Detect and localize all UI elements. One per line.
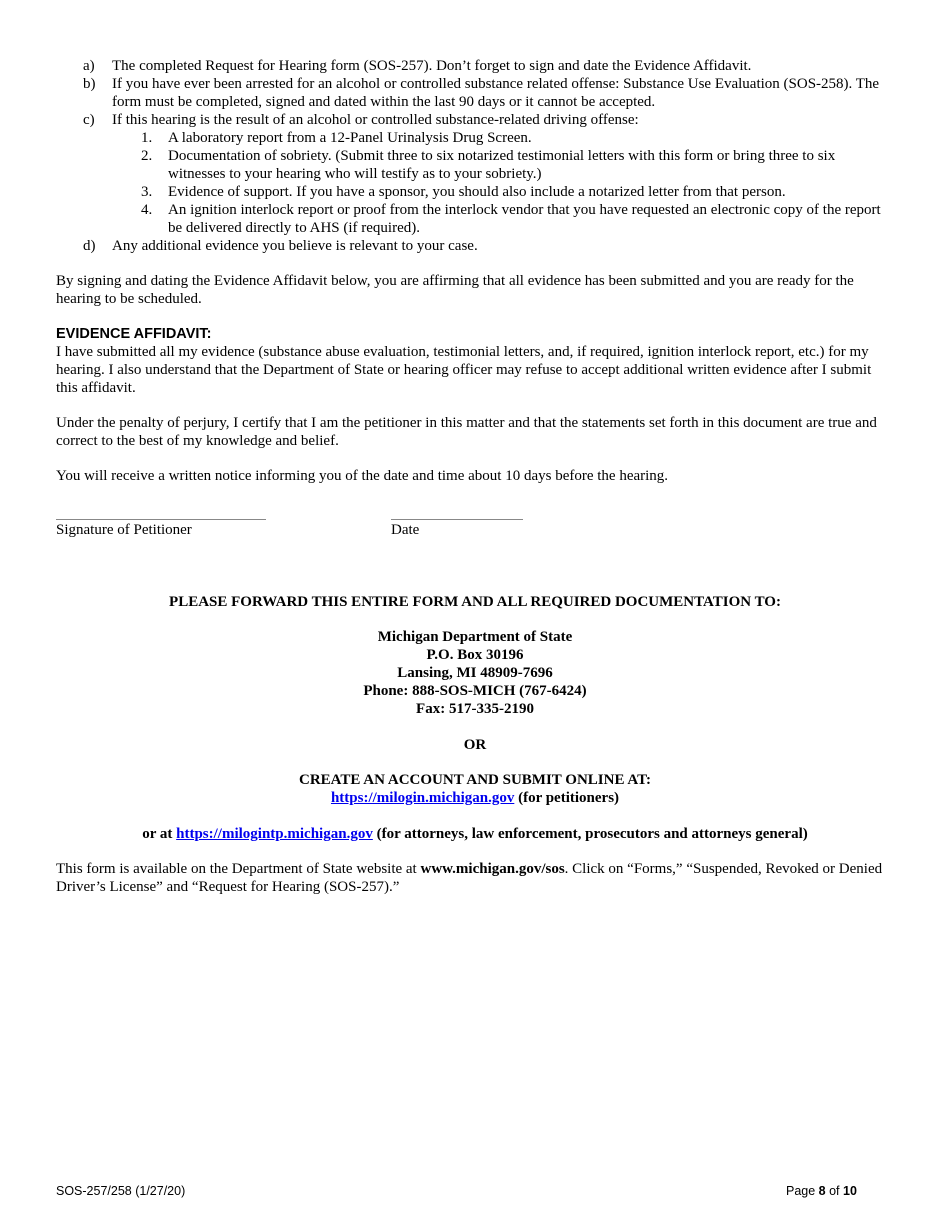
page-current: 8 <box>818 1184 826 1198</box>
address-line: Lansing, MI 48909-7696 <box>397 665 553 681</box>
list-item-text: If this hearing is the result of an alcohol or controlled substance-related driving offense: <box>112 112 639 128</box>
page-indicator <box>786 1182 857 1200</box>
phone-line: Phone: 888-SOS-MICH (767-6424) <box>363 683 587 699</box>
list-marker: a) <box>83 58 95 74</box>
perjury-statement: Under the penalty of perjury, I certify that I am the petitioner in this matter and that the statements set forth in this document are true and correct to the best of my knowledge and belief. <box>56 415 877 449</box>
form-id: SOS-257/258 (1/27/20) <box>56 1184 186 1198</box>
list-item <box>56 237 896 255</box>
website-text: www.michigan.gov/sos <box>420 861 565 877</box>
sub-list-item <box>112 129 896 147</box>
petitioner-signature-label: Signature of Petitioner <box>56 522 192 538</box>
sobriety-sub-list <box>112 129 896 237</box>
list-item <box>56 111 896 129</box>
list-marker: d) <box>83 238 96 254</box>
sub-list-marker: 4. <box>141 202 153 218</box>
availability-suffix: . Click on “Forms,” “Suspended, Revoked or Denied Driver’s License” and “Request for Hearing (SOS-257).” <box>56 861 883 895</box>
list-item-text: If you have ever been arrested for an alcohol or controlled substance related offense: Substance Use Evaluation (SOS-258). The form must be completed, signed and dated within the last 90 days or it cannot be accepted. <box>112 76 880 110</box>
alt-prefix: or at <box>142 826 177 842</box>
page-total: 10 <box>843 1184 857 1198</box>
mailing-address <box>0 628 950 718</box>
petitioner-portal-link[interactable]: https://milogin.michigan.gov <box>330 790 515 806</box>
sub-list-item-text: A laboratory report from a 12-Panel Urinalysis Drug Screen. <box>168 130 532 146</box>
affidavit-body: I have submitted all my evidence (substance abuse evaluation, testimonial letters, and, if required, ignition interlock report, etc.) for my hearing. I also understand that the Department of State or hearing officer may refuse to accept additional written evidence after I submit this affidavit. <box>56 344 872 396</box>
signing-note: By signing and dating the Evidence Affidavit below, you are affirming that all evidence has been submitted and you are ready for the hearing to be scheduled. <box>56 273 854 307</box>
or-separator: OR <box>463 737 487 753</box>
petitioner-suffix: (for petitioners) <box>514 790 620 806</box>
sub-list-item-text: Documentation of sobriety. (Submit three to six notarized testimonial letters with this form or bring three to six witnesses to your hearing who will testify as to your sobriety.) <box>168 148 836 182</box>
list-item-text: Any additional evidence you believe is relevant to your case. <box>112 238 478 254</box>
attorney-portal-link[interactable]: https://milogintp.michigan.gov <box>176 826 373 842</box>
fax-line: Fax: 517-335-2190 <box>416 701 534 717</box>
sub-list-item <box>112 147 896 183</box>
sub-list-item-text: An ignition interlock report or proof from the interlock vendor that you have requested an electronic copy of the report be delivered directly to AHS (if required). <box>168 202 881 236</box>
list-item <box>56 75 896 111</box>
page-prefix: Page <box>786 1184 819 1198</box>
list-item <box>56 57 896 75</box>
petitioner-signature-line[interactable] <box>56 519 266 520</box>
list-marker: c) <box>83 112 95 128</box>
date-label: Date <box>391 522 420 538</box>
list-marker: b) <box>83 76 96 92</box>
address-line: P.O. Box 30196 <box>426 647 524 663</box>
evidence-list <box>56 57 896 255</box>
sub-list-item-text: Evidence of support. If you have a sponsor, you should also include a notarized letter from that person. <box>168 184 786 200</box>
sub-list-marker: 2. <box>141 148 153 164</box>
sub-list-marker: 1. <box>141 130 153 146</box>
attorney-online-line <box>0 825 950 843</box>
date-line[interactable] <box>391 519 523 520</box>
page-of: of <box>825 1184 843 1198</box>
petitioner-online-line <box>0 789 950 807</box>
online-heading: CREATE AN ACCOUNT AND SUBMIT ONLINE AT: <box>298 772 651 788</box>
availability-prefix: This form is available on the Department of State website at <box>56 861 421 877</box>
availability-note <box>56 860 891 896</box>
sub-list-item <box>112 183 896 201</box>
forward-heading: PLEASE FORWARD THIS ENTIRE FORM AND ALL REQUIRED DOCUMENTATION TO: <box>169 594 781 610</box>
attorney-suffix: (for attorneys, law enforcement, prosecutors and attorneys general) <box>372 826 808 842</box>
sub-list-marker: 3. <box>141 184 153 200</box>
affidavit-heading: EVIDENCE AFFIDAVIT: <box>56 326 212 342</box>
address-line: Michigan Department of State <box>377 629 573 645</box>
list-item-text: The completed Request for Hearing form (SOS-257). Don’t forget to sign and date the Evidence Affidavit. <box>112 58 752 74</box>
sub-list-item <box>112 201 896 237</box>
hearing-notice: You will receive a written notice informing you of the date and time about 10 days before the hearing. <box>56 468 669 484</box>
